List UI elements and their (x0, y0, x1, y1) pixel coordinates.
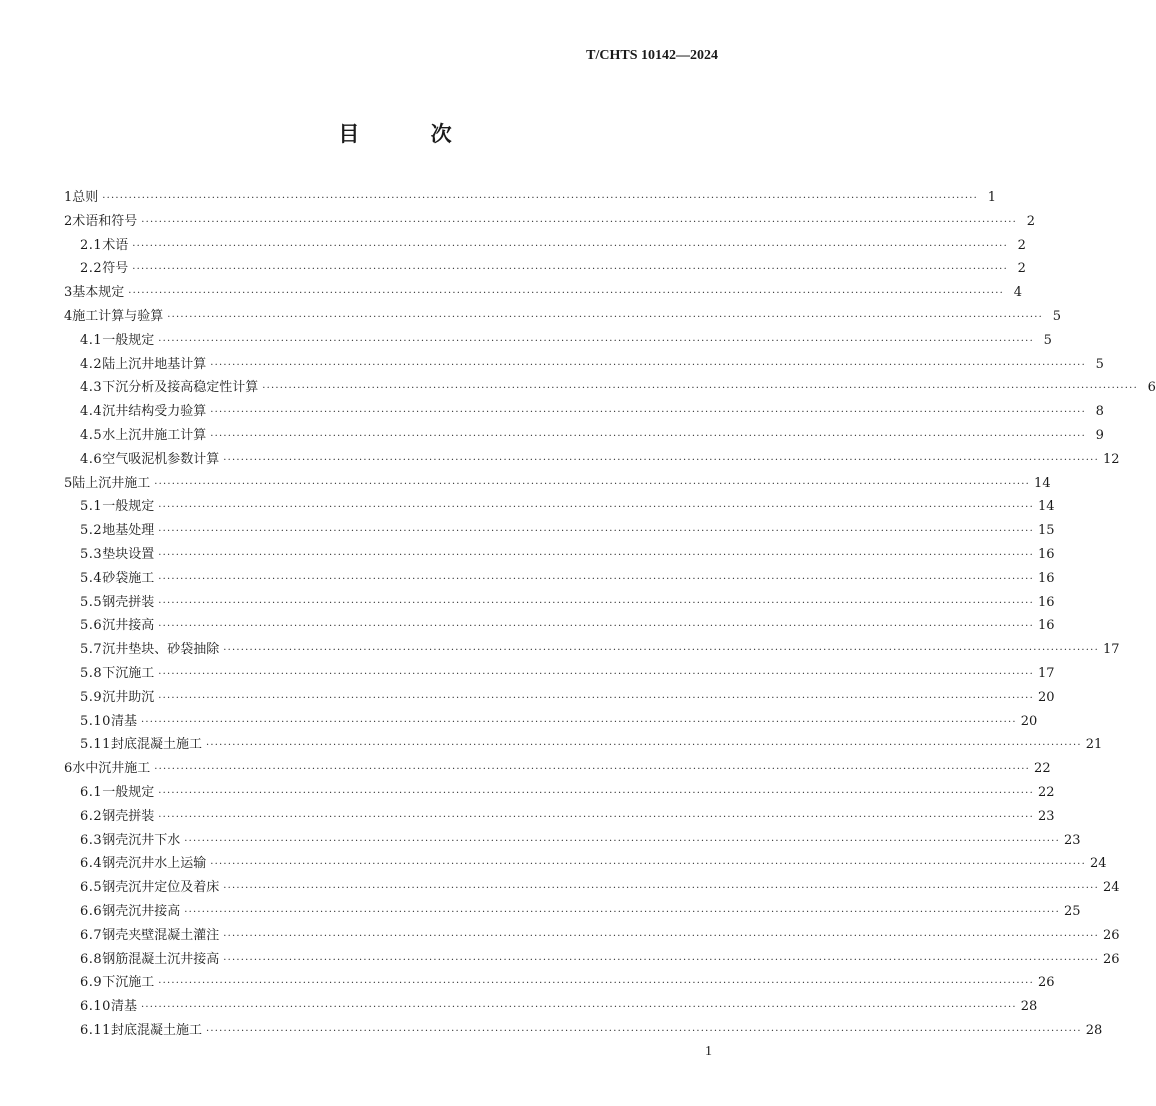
toc-section-number: 6.9 (80, 975, 103, 991)
toc-section-title: 沉井垫块、砂袋抽除 (102, 642, 220, 658)
toc-section-title: 钢壳沉井定位及着床 (102, 880, 220, 896)
toc-section-title: 陆上沉井地基计算 (102, 356, 207, 372)
toc-page-number: 22 (1034, 761, 1051, 777)
toc-entry[interactable] (0, 662, 1055, 686)
toc-section-number: 5.8 (80, 665, 103, 681)
toc-section-title: 术语和符号 (72, 213, 138, 229)
toc-section-title: 钢壳沉井下水 (102, 832, 181, 848)
toc-entry[interactable] (0, 924, 1120, 948)
toc-section-number: 2.1 (80, 237, 103, 253)
toc-dot-leader: ········································································································································································································ (158, 692, 1034, 704)
toc-entry[interactable] (0, 210, 1036, 234)
toc-entry[interactable] (0, 519, 1055, 543)
toc-entry[interactable] (0, 781, 1055, 805)
standard-code: T/CHTS 10142—2024 (586, 48, 718, 63)
toc-dot-leader: ········································································································································································································ (223, 930, 1099, 942)
toc-entry[interactable] (0, 948, 1120, 972)
toc-dot-leader: ········································································································································································································ (154, 478, 1031, 490)
toc-section-number: 6.4 (80, 856, 103, 872)
toc-page-number: 24 (1089, 856, 1107, 872)
toc-dot-leader: ········································································································································································································ (158, 811, 1034, 823)
table-of-contents (0, 186, 1156, 1043)
toc-section-title: 封底混凝土施工 (110, 1022, 202, 1038)
toc-section-title: 钢壳拼装 (102, 808, 155, 824)
toc-section-number: 5.6 (80, 618, 103, 634)
toc-dot-leader: ········································································································································································································ (132, 240, 1008, 252)
toc-section-title: 符号 (102, 261, 129, 277)
toc-section-title: 垫块设置 (102, 546, 155, 562)
toc-section-title: 一般规定 (102, 784, 155, 800)
toc-section-number: 1 (64, 190, 73, 205)
toc-entry[interactable] (0, 686, 1055, 710)
toc-entry[interactable] (0, 353, 1104, 377)
toc-section-title: 下沉分析及接高稳定性计算 (102, 380, 259, 396)
toc-entry[interactable] (0, 424, 1104, 448)
toc-entry[interactable] (0, 567, 1055, 591)
toc-section-number: 4.3 (80, 380, 103, 396)
toc-section-title: 钢壳沉井接高 (102, 903, 181, 919)
toc-section-number: 5.3 (80, 546, 103, 562)
toc-section-number: 4.4 (80, 404, 103, 420)
toc-entry[interactable] (0, 543, 1055, 567)
toc-section-title: 总则 (72, 190, 99, 205)
toc-entry[interactable] (0, 829, 1081, 853)
toc-section-title: 水上沉井施工计算 (102, 427, 207, 443)
toc-dot-leader: ········································································································································································································ (158, 787, 1034, 799)
toc-dot-leader: ········································································································································································································ (205, 1025, 1082, 1037)
toc-page-number: 14 (1037, 499, 1055, 515)
toc-page-number: 16 (1037, 546, 1055, 562)
toc-section-number: 5.11 (80, 737, 111, 753)
toc-section-title: 施工计算与验算 (72, 308, 164, 324)
toc-dot-leader: ········································································································································································································ (158, 573, 1034, 585)
toc-dot-leader: ········································································································································································································ (158, 335, 1034, 347)
toc-page-number: 8 (1095, 404, 1104, 420)
toc-section-title: 砂袋施工 (102, 570, 155, 586)
toc-entry[interactable] (0, 971, 1055, 995)
toc-section-title: 钢壳沉井水上运输 (102, 856, 207, 872)
toc-section-number: 6.2 (80, 808, 103, 824)
toc-entry[interactable] (0, 376, 1156, 400)
toc-section-title: 沉井助沉 (102, 689, 155, 705)
toc-dot-leader: ········································································································································································································ (154, 764, 1031, 776)
toc-dot-leader: ········································································································································································································ (223, 645, 1099, 657)
toc-section-title: 一般规定 (102, 332, 155, 348)
toc-page-number: 5 (1043, 332, 1052, 348)
toc-page-number: 16 (1037, 570, 1055, 586)
toc-section-number: 4.1 (80, 332, 103, 348)
toc-page-number: 4 (1013, 285, 1023, 301)
toc-section-number: 6.8 (80, 951, 103, 967)
toc-entry[interactable] (0, 400, 1104, 424)
toc-dot-leader: ········································································································································································································ (205, 740, 1082, 752)
toc-entry[interactable] (0, 329, 1052, 353)
toc-dot-leader: ········································································································································································································ (102, 193, 979, 204)
toc-entry[interactable] (0, 472, 1051, 496)
toc-page-number: 14 (1034, 475, 1051, 491)
toc-page-number: 21 (1085, 737, 1103, 753)
toc-section-number: 6.1 (80, 784, 103, 800)
toc-section-title: 清基 (110, 713, 137, 729)
toc-section-number: 6.10 (80, 999, 111, 1015)
toc-section-number: 5.10 (80, 713, 111, 729)
toc-section-title: 水中沉井施工 (72, 761, 151, 777)
toc-section-title: 钢筋混凝土沉井接高 (102, 951, 220, 967)
toc-entry[interactable] (0, 305, 1062, 329)
toc-section-title: 封底混凝土施工 (110, 737, 202, 753)
toc-entry[interactable] (0, 234, 1026, 258)
toc-page-number: 26 (1037, 975, 1055, 991)
toc-page-number: 23 (1037, 808, 1055, 824)
toc-section-number: 4.5 (80, 427, 103, 443)
toc-page-number: 16 (1037, 618, 1055, 634)
toc-section-number: 4.6 (80, 451, 103, 467)
toc-page-number: 2 (1017, 237, 1026, 253)
toc-page-number: 17 (1037, 665, 1055, 681)
toc-page-number: 25 (1063, 903, 1081, 919)
toc-page-number: 24 (1102, 880, 1120, 896)
toc-dot-leader: ········································································································································································································ (158, 502, 1034, 514)
toc-page-number: 1 (987, 190, 997, 205)
toc-section-number: 2 (64, 213, 73, 229)
toc-entry[interactable] (0, 1019, 1103, 1043)
toc-section-title: 清基 (110, 999, 137, 1015)
toc-section-title: 陆上沉井施工 (72, 475, 151, 491)
toc-section-title: 空气吸泥机参数计算 (102, 451, 220, 467)
toc-entry[interactable] (0, 257, 1026, 281)
page-title: 目 次 (338, 121, 484, 146)
toc-page-number: 5 (1052, 308, 1062, 324)
toc-section-number: 6 (64, 761, 73, 777)
toc-page-number: 6 (1147, 380, 1156, 396)
toc-section-number: 6.3 (80, 832, 103, 848)
toc-dot-leader: ········································································································································································································ (132, 264, 1008, 276)
toc-section-number: 5 (64, 475, 73, 491)
toc-dot-leader: ········································································································································································································ (158, 526, 1034, 538)
toc-entry[interactable] (0, 733, 1103, 757)
toc-section-number: 5.2 (80, 523, 103, 539)
toc-section-number: 4.2 (80, 356, 103, 372)
toc-dot-leader: ········································································································································································································ (158, 549, 1034, 561)
toc-dot-leader: ········································································································································································································ (158, 597, 1034, 609)
toc-page-number: 2 (1026, 213, 1036, 229)
toc-entry[interactable] (0, 448, 1120, 472)
toc-dot-leader: ········································································································································································································ (262, 383, 1138, 395)
toc-section-number: 6.7 (80, 927, 103, 943)
toc-dot-leader: ········································································································································································································ (223, 454, 1099, 466)
toc-dot-leader: ········································································································································································································ (223, 883, 1099, 895)
toc-dot-leader: ········································································································································································································ (210, 859, 1086, 871)
toc-section-number: 5.7 (80, 642, 103, 658)
toc-page-number: 16 (1037, 594, 1055, 610)
toc-page-number: 26 (1102, 927, 1120, 943)
toc-entry[interactable] (0, 281, 1023, 305)
toc-page-number: 22 (1037, 784, 1055, 800)
toc-dot-leader: ········································································································································································································ (140, 716, 1017, 728)
toc-section-title: 钢壳夹壁混凝土灌注 (102, 927, 220, 943)
toc-section-title: 地基处理 (102, 523, 155, 539)
toc-section-title: 沉井结构受力验算 (102, 404, 207, 420)
toc-entry[interactable] (0, 852, 1107, 876)
toc-entry[interactable] (0, 995, 1038, 1019)
toc-dot-leader: ········································································································································································································ (184, 835, 1060, 847)
toc-page-number: 2 (1017, 261, 1026, 277)
toc-dot-leader: ········································································································································································································ (210, 359, 1086, 371)
toc-page-number: 20 (1020, 713, 1038, 729)
toc-page-number: 26 (1102, 951, 1120, 967)
toc-section-number: 6.6 (80, 903, 103, 919)
toc-section-title: 一般规定 (102, 499, 155, 515)
toc-dot-leader: ········································································································································································································ (210, 407, 1086, 419)
toc-page-number: 17 (1102, 642, 1120, 658)
toc-page-number: 12 (1102, 451, 1120, 467)
toc-entry[interactable] (0, 876, 1120, 900)
toc-section-number: 5.1 (80, 499, 103, 515)
toc-page-number: 5 (1095, 356, 1104, 372)
toc-section-title: 基本规定 (72, 285, 125, 301)
toc-dot-leader: ········································································································································································································ (158, 668, 1034, 680)
toc-dot-leader: ········································································································································································································ (140, 1002, 1017, 1014)
toc-entry[interactable] (0, 757, 1051, 781)
toc-entry[interactable] (0, 495, 1055, 519)
toc-section-title: 下沉施工 (102, 665, 155, 681)
toc-entry[interactable] (0, 900, 1081, 924)
toc-entry[interactable] (0, 186, 997, 210)
toc-section-number: 3 (64, 285, 73, 301)
toc-section-title: 下沉施工 (102, 975, 155, 991)
toc-entry[interactable] (0, 591, 1055, 615)
toc-dot-leader: ········································································································································································································ (128, 288, 1005, 300)
toc-page-number: 9 (1095, 427, 1104, 443)
toc-entry[interactable] (0, 614, 1055, 638)
toc-page-number: 28 (1020, 999, 1038, 1015)
toc-dot-leader: ········································································································································································································ (223, 954, 1099, 966)
toc-section-number: 6.5 (80, 880, 103, 896)
toc-page-number: 28 (1085, 1022, 1103, 1038)
toc-section-number: 6.11 (80, 1022, 111, 1038)
toc-dot-leader: ········································································································································································································ (141, 216, 1018, 228)
toc-entry[interactable] (0, 638, 1120, 662)
toc-section-number: 2.2 (80, 261, 103, 277)
toc-entry[interactable] (0, 805, 1055, 829)
toc-section-number: 5.9 (80, 689, 103, 705)
toc-page-number: 20 (1037, 689, 1055, 705)
toc-section-number: 5.4 (80, 570, 103, 586)
toc-section-title: 沉井接高 (102, 618, 155, 634)
toc-section-title: 钢壳拼装 (102, 594, 155, 610)
toc-dot-leader: ········································································································································································································ (184, 906, 1060, 918)
toc-dot-leader: ········································································································································································································ (158, 621, 1034, 633)
toc-section-number: 4 (64, 308, 73, 324)
page-number: 1 (705, 1044, 712, 1059)
toc-dot-leader: ········································································································································································································ (210, 430, 1086, 442)
toc-dot-leader: ········································································································································································································ (158, 978, 1034, 990)
toc-page-number: 23 (1063, 832, 1081, 848)
toc-entry[interactable] (0, 710, 1038, 734)
toc-page-number: 15 (1037, 523, 1055, 539)
toc-section-number: 5.5 (80, 594, 103, 610)
toc-section-title: 术语 (102, 237, 129, 253)
toc-dot-leader: ········································································································································································································ (167, 311, 1044, 323)
